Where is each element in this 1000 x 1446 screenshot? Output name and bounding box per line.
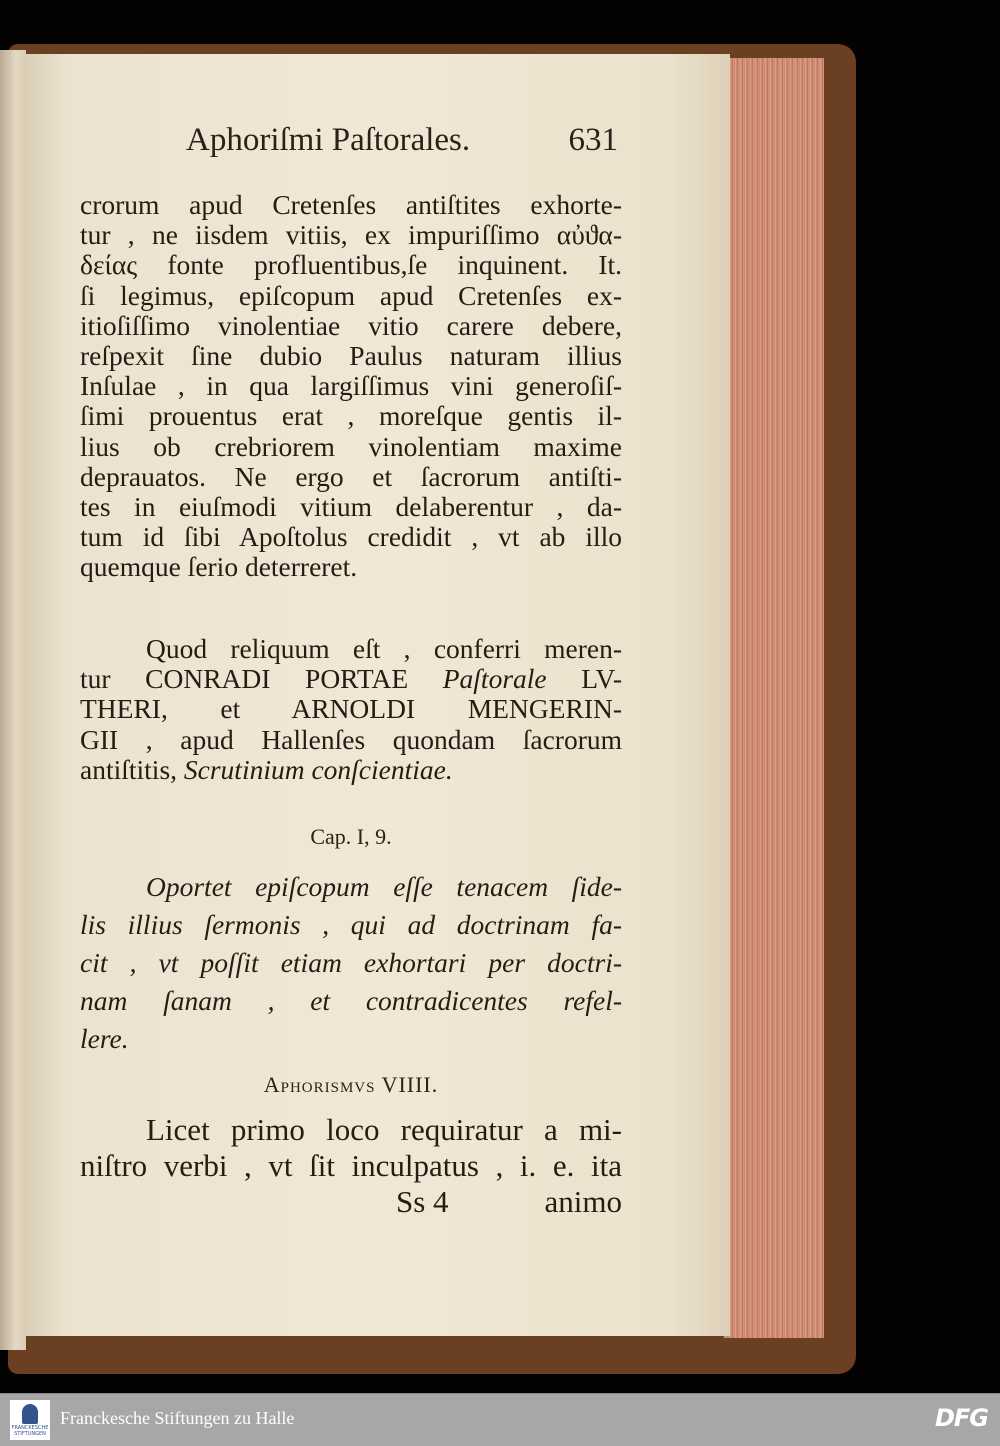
chapter-reference: Cap. I, 9. [310,824,392,849]
text-line [80,634,622,664]
text-line: tes in eiuſmodi vitium delaberentur , da- [80,491,622,523]
text-line: tur , ne iisdem vitiis, ex impuriſſimo αὐϑα- [80,219,622,251]
text-line: quemque ſerio deterreret. [80,551,358,583]
text-line: ſimi prouentus erat , moreſque gentis il- [80,400,622,432]
text-line: reſpexit ſine dubio Paulus naturam illius [80,340,622,372]
running-head [186,118,626,168]
text-line [80,755,622,785]
text-line: ſi legimus, epiſcopum apud Cretenſes ex- [80,279,622,311]
paragraph-1 [80,190,622,583]
italic-title: Scrutinium conſcientiae. [183,753,453,785]
italic-title: Paſtorale [442,663,547,695]
text-line [80,664,622,694]
text-line: niſtro verbi , vt ſit inculpatus , i. e. ita [80,1148,622,1183]
text-run: antiſtitis, [80,753,184,785]
institution-link[interactable]: Franckesche Stiftungen zu Halle [60,1408,295,1428]
text-line: tum id ſibi Apoſtolus credidit , vt ab illo [80,521,622,553]
logo-text: FRANCKESCHE STIFTUNGEN [11,1425,49,1437]
text-line: Inſulae , in qua largiſſimus vini generoſiſ- [80,370,622,402]
text-run: tur CONRADI PORTAE [80,663,443,695]
emblem-shape [22,1404,38,1424]
viewer-footer [0,1393,1000,1446]
text-line: Licet primo loco requiratur a mi- [146,1112,622,1147]
fore-edge [724,58,824,1338]
catchword: animo [544,1184,622,1219]
text-line: deprauatos. Ne ergo et ſacrorum antiſti- [80,460,622,492]
running-title: Aphoriſmi Paſtorales. [186,122,471,158]
quote-line: lis illius ſermonis , qui ad doctrinam fa- [80,909,622,940]
text-run: LV- [546,663,622,695]
text-line: crorum apud Cretenſes antiſtites exhorte- [80,189,622,220]
text-run: Quod reliquum eſt , conferri meren- [146,633,622,664]
text-line: lius ob crebriorem vinolentiam maxime [80,430,622,462]
paragraph-3 [80,1112,622,1184]
quote-line: nam ſanam , et contradicentes refel- [80,985,622,1016]
left-page-edge [0,50,26,1350]
text-line: δείας fonte profluentibus,ſe inquinent. It. [80,249,622,281]
scripture-quote [80,868,622,1058]
dfg-logo-icon[interactable]: DFG [934,1404,988,1432]
signature-mark: Ss 4 [396,1184,449,1219]
page-number: 631 [568,122,618,158]
aphorism-heading: Aphorismvs VIIII. [263,1072,439,1097]
text-line: GII , apud Hallenſes quondam ſacrorum [80,723,622,755]
quote-line: lere. [80,1023,129,1054]
page-footer-marks [80,1184,622,1220]
text-line: itioſiſſimo vinolentiae vitio carere debere, [80,309,622,341]
paragraph-2 [80,634,622,785]
text-line: THERI, et ARNOLDI MENGERIN- [80,693,622,725]
quote-line: cit , vt poſſit etiam exhortari per doctri- [80,947,622,978]
franckesche-logo-icon[interactable] [10,1400,50,1440]
quote-line: Oportet epiſcopum eſſe tenacem ſide- [146,871,622,902]
